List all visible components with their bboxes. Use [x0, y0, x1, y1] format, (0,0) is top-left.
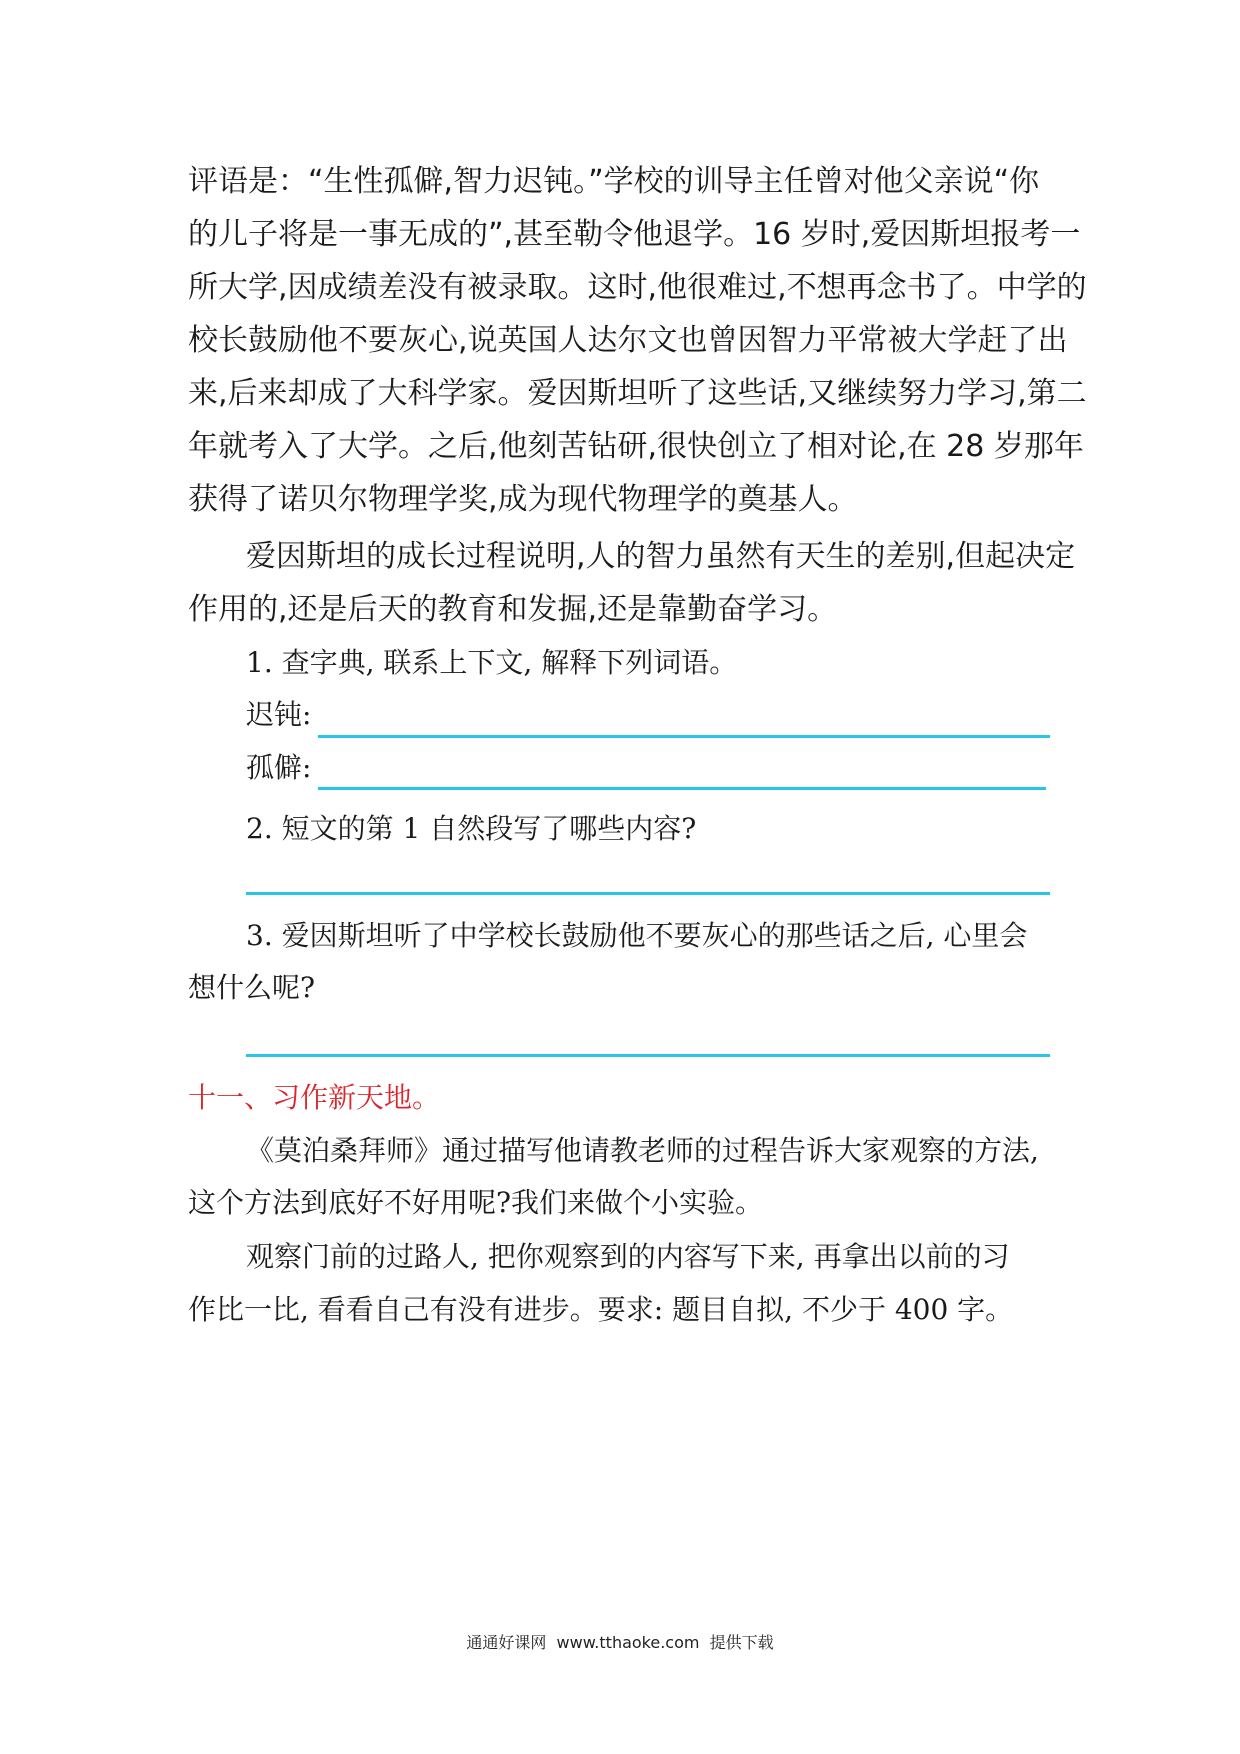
word-label-gupi: 孤僻: [246, 751, 312, 784]
footer-site-name: 通通好课网 [466, 1633, 547, 1652]
question-3-line: 想什么呢? [188, 971, 316, 1004]
footer-url[interactable]: www.tthaoke.com [556, 1633, 700, 1652]
passage-line: 的儿子将是一事无成的”,甚至勒令他退学。16 岁时,爱因斯坦报考一 [188, 217, 1081, 252]
section-paragraph-line: 作比一比, 看看自己有没有进步。要求: 题目自拟, 不少于 400 字。 [188, 1293, 1014, 1326]
passage-line: 获得了诺贝尔物理学奖,成为现代物理学的奠基人。 [188, 482, 858, 517]
answer-line-gupi[interactable] [318, 787, 1046, 790]
answer-line-q2[interactable] [246, 892, 1050, 895]
passage-line: 所大学,因成绩差没有被录取。这时,他很难过,不想再念书了。中学的 [188, 270, 1087, 305]
passage-line: 校长鼓励他不要灰心,说英国人达尔文也曾因智力平常被大学赶了出 [188, 323, 1068, 358]
page-footer [0, 1630, 1240, 1653]
passage-line: 来,后来却成了大科学家。爱因斯坦听了这些话,又继续努力学习,第二 [188, 376, 1087, 411]
conclusion-line: 爱因斯坦的成长过程说明,人的智力虽然有天生的差别,但起决定 [246, 539, 1076, 574]
section-heading: 十一、习作新天地。 [188, 1081, 441, 1114]
word-label-chidun: 迟钝: [246, 698, 312, 731]
footer-note: 提供下载 [709, 1633, 774, 1652]
passage-line: 评语是：“生性孤僻,智力迟钝。”学校的训导主任曾对他父亲说“你 [188, 164, 1040, 199]
question-2: 2. 短文的第 1 自然段写了哪些内容? [246, 812, 697, 845]
section-paragraph-line: 《莫泊桑拜师》通过描写他请教老师的过程告诉大家观察的方法, [246, 1134, 1039, 1167]
section-paragraph-line: 观察门前的过路人, 把你观察到的内容写下来, 再拿出以前的习 [246, 1240, 1010, 1273]
section-paragraph-line: 这个方法到底好不好用呢?我们来做个小实验。 [188, 1186, 764, 1219]
passage-line: 年就考入了大学。之后,他刻苦钻研,很快创立了相对论,在 28 岁那年 [188, 429, 1084, 464]
question-3-line: 3. 爱因斯坦听了中学校长鼓励他不要灰心的那些话之后, 心里会 [246, 919, 1028, 952]
answer-line-chidun[interactable] [318, 735, 1050, 738]
conclusion-line: 作用的,还是后天的教育和发掘,还是靠勤奋学习。 [188, 592, 838, 627]
question-1: 1. 查字典, 联系上下文, 解释下列词语。 [246, 646, 738, 679]
answer-line-q3[interactable] [246, 1054, 1050, 1057]
